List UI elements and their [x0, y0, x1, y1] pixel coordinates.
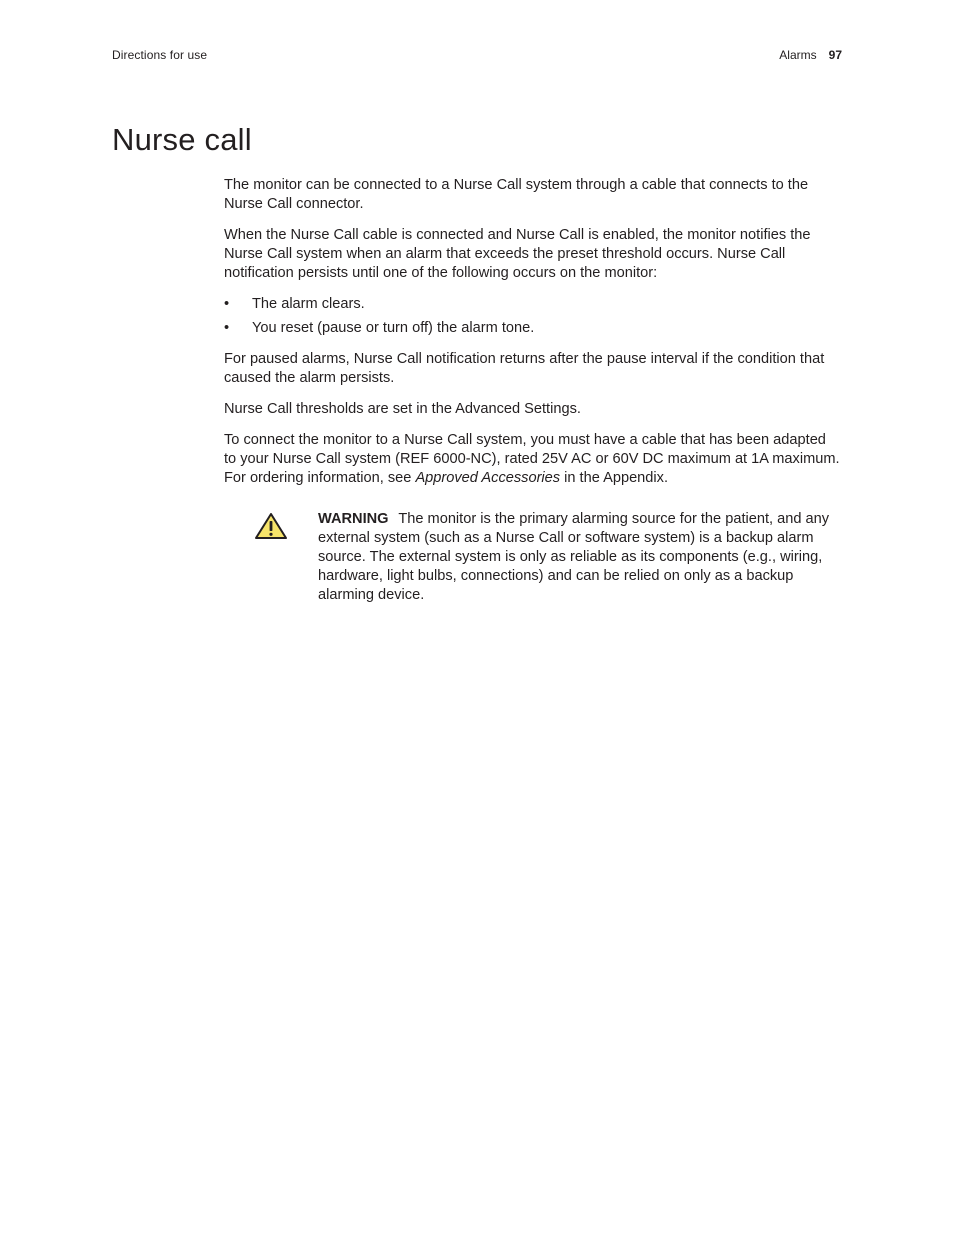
warning-triangle-icon: [254, 512, 288, 540]
document-name: Directions for use: [112, 48, 208, 62]
cable-text-start: To connect the monitor to a Nurse Call system, you must have a cable that has been adapted to your Nurse Call system (REF 6000-NC), rated 25V AC or 60V DC maximum at 1A maximum. For ordering information, see: [224, 432, 840, 486]
list-item: [224, 295, 840, 314]
paragraph-connection: The monitor can be connected to a Nurse Call system through a cable that connects to the Nurse Call connector.: [224, 177, 809, 212]
condition-list: [224, 295, 840, 338]
warning-block: [224, 510, 840, 605]
header-section-info: [779, 48, 842, 62]
list-item: [224, 319, 840, 338]
page-title: Nurse call: [112, 122, 252, 157]
paragraph-thresholds: Nurse Call thresholds are set in the Advanced Settings.: [224, 401, 581, 417]
bullet-marker: •: [224, 320, 230, 336]
bullet-marker: •: [224, 296, 230, 312]
main-content: [224, 176, 840, 605]
paragraph-notification: When the Nurse Call cable is connected and Nurse Call is enabled, the monitor notifies the Nurse Call system when an alarm that exceeds the preset threshold occurs. Nurse Call notification persists until one of the following occurs on the monitor:: [224, 227, 811, 281]
list-item-text: The alarm clears.: [252, 296, 365, 312]
list-item-text: You reset (pause or turn off) the alarm tone.: [252, 320, 535, 336]
page-header: [112, 48, 842, 68]
cable-text-end: in the Appendix.: [560, 470, 669, 486]
warning-text-block: [318, 510, 840, 605]
warning-text: The monitor is the primary alarming source for the patient, and any external system (such as a Nurse Call or software system) is a backup alarm source. The external system is only as reliable as its components (e.g., wiring, hardware, light bulbs, connections) and can be relied on only as a backup alarming device.: [318, 511, 830, 603]
paragraph-cable: [224, 431, 840, 488]
warning-label: WARNING: [318, 511, 389, 527]
page-number: 97: [828, 48, 842, 62]
section-name: Alarms: [779, 48, 817, 62]
paragraph-paused-alarms: For paused alarms, Nurse Call notification returns after the pause interval if the condition that caused the alarm persists.: [224, 351, 825, 386]
approved-accessories-reference: Approved Accessories: [415, 470, 561, 486]
